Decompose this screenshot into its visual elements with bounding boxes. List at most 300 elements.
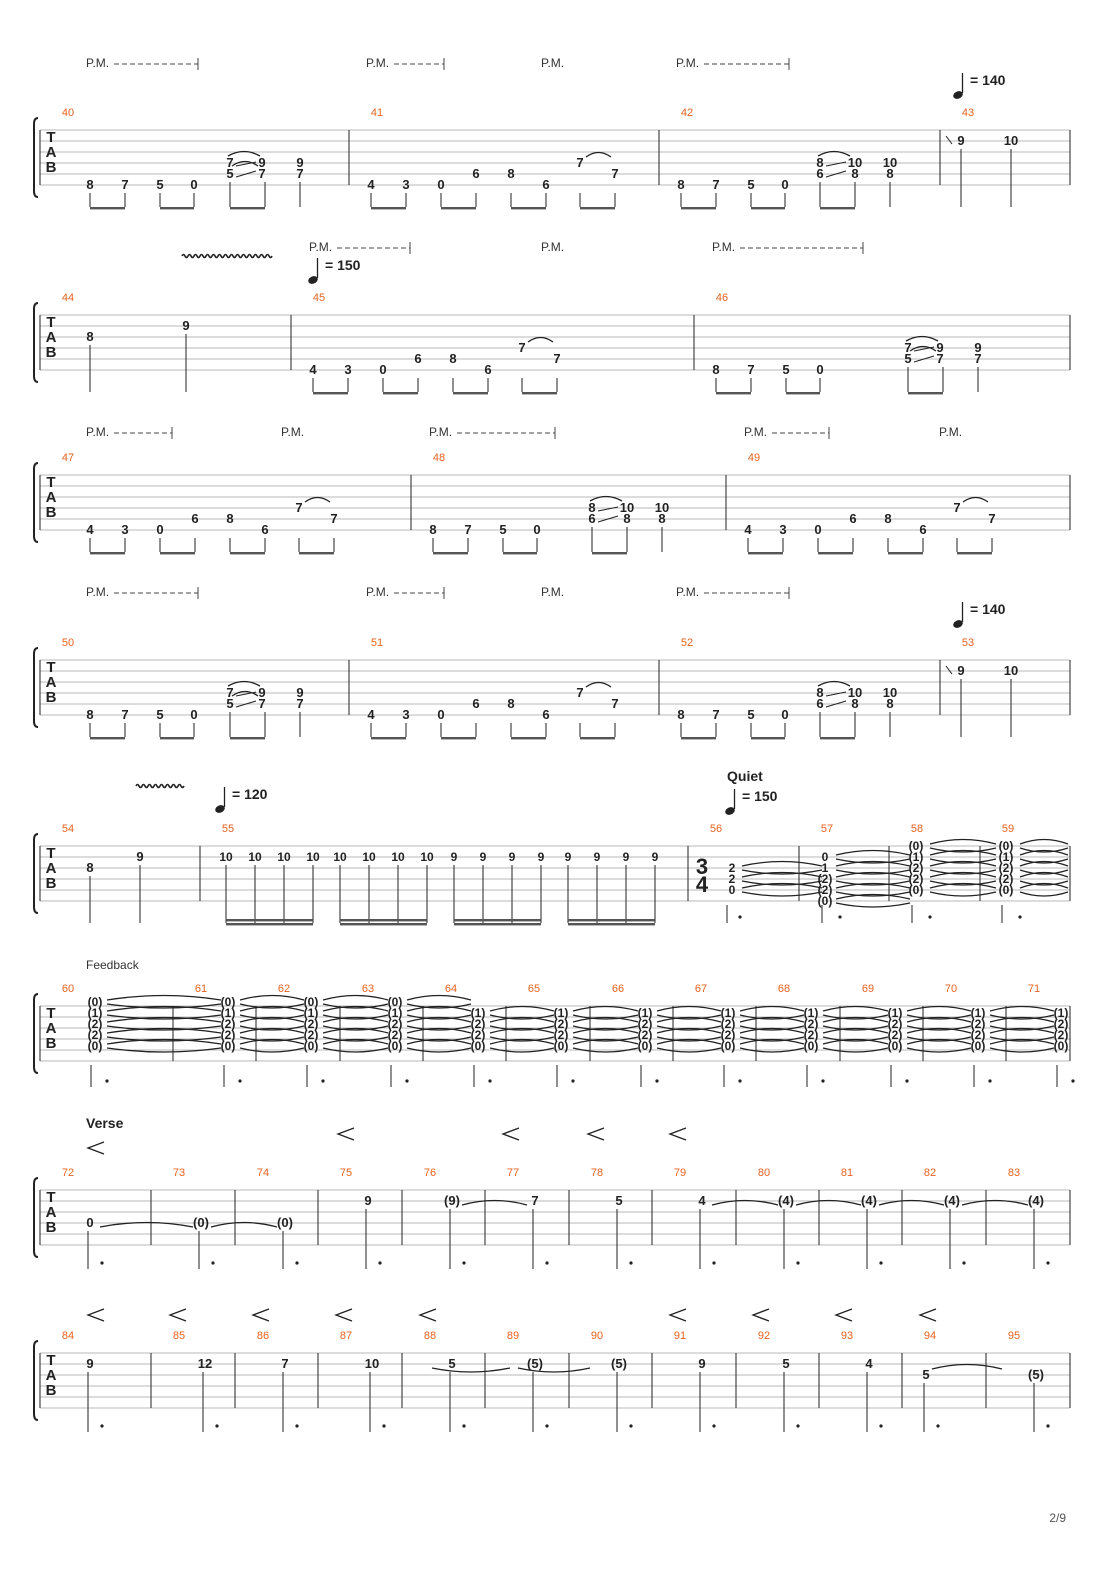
tab-clef-letter: A <box>45 489 57 506</box>
dotted-rhythm <box>488 1079 491 1082</box>
fret-number: 3 <box>779 522 787 537</box>
palm-mute-label: P.M. <box>86 56 110 70</box>
fret-number: (2) <box>970 1028 986 1042</box>
fret-number: 5 <box>615 1193 623 1208</box>
dotted-rhythm <box>988 1079 991 1082</box>
tie-arc <box>305 498 330 503</box>
tie-arc <box>586 683 611 688</box>
measure-number: 92 <box>757 1330 771 1342</box>
fret-number: (0) <box>193 1215 209 1230</box>
dotted-rhythm <box>796 1261 799 1264</box>
crescendo-hairpin <box>920 1309 936 1321</box>
fret-number: 10 <box>1003 663 1019 678</box>
tempo-marking: = 120 <box>232 786 268 802</box>
fret-number: (1) <box>637 1006 653 1020</box>
fret-number: (2) <box>1053 1017 1069 1031</box>
tie-arc <box>836 873 910 878</box>
fret-number: 4 <box>86 522 94 537</box>
measure-number: 61 <box>194 983 208 995</box>
fret-number: 4 <box>744 522 752 537</box>
fret-number: 7 <box>936 351 944 366</box>
fret-number: 6 <box>472 696 480 711</box>
tab-clef-letter: A <box>45 1020 57 1037</box>
fret-number: 9 <box>258 155 266 170</box>
fret-number: 7 <box>611 166 619 181</box>
fret-number: 0 <box>379 362 387 377</box>
beam <box>580 737 615 739</box>
fret-number: 4 <box>367 177 375 192</box>
fret-number: 5 <box>782 1356 790 1371</box>
fret-number: 0 <box>781 177 789 192</box>
dotted-rhythm <box>821 1079 824 1082</box>
dotted-rhythm <box>629 1424 632 1427</box>
fret-number: (4) <box>1028 1193 1044 1208</box>
fret-number: 9 <box>258 685 266 700</box>
measure-number: 59 <box>1001 823 1015 835</box>
tie-arc <box>907 1040 971 1045</box>
beam <box>226 923 313 925</box>
beam <box>592 552 627 554</box>
fret-number: 9 <box>651 850 659 864</box>
measure-number: 71 <box>1027 983 1041 995</box>
dotted-rhythm <box>1071 1079 1074 1082</box>
fret-number: 8 <box>677 177 685 192</box>
fret-number: 0 <box>781 707 789 722</box>
fret-number: (2) <box>970 1017 986 1031</box>
fret-number: (2) <box>553 1017 569 1031</box>
beam <box>90 552 125 554</box>
dotted-rhythm <box>571 1079 574 1082</box>
dotted-rhythm <box>879 1424 882 1427</box>
beam <box>454 923 541 925</box>
tie-arc <box>1020 851 1068 856</box>
fret-number: (1) <box>998 850 1014 864</box>
fret-number: 0 <box>821 850 829 864</box>
fret-number: (0) <box>387 1039 403 1053</box>
fret-number: (2) <box>908 872 924 886</box>
fret-number: (2) <box>637 1028 653 1042</box>
measure-number: 47 <box>61 452 75 464</box>
measure-number: 86 <box>256 1330 270 1342</box>
fret-number: 3 <box>402 707 410 722</box>
fret-number: 7 <box>295 500 303 515</box>
fret-number: (0) <box>220 995 236 1009</box>
measure-number: 94 <box>923 1330 937 1342</box>
fret-number: 6 <box>919 522 927 537</box>
fret-number: (0) <box>387 995 403 1009</box>
fret-number: 5 <box>747 707 755 722</box>
tie-arc <box>107 996 221 1001</box>
dotted-rhythm <box>796 1424 799 1427</box>
fret-number: (2) <box>303 1017 319 1031</box>
fret-number: 8 <box>851 166 859 181</box>
fret-number: (2) <box>998 872 1014 886</box>
fret-number: (1) <box>553 1006 569 1020</box>
crescendo-hairpin <box>253 1309 269 1321</box>
measure-number: 78 <box>590 1167 604 1179</box>
fret-number: 7 <box>611 696 619 711</box>
fret-number: 10 <box>420 850 434 864</box>
beam <box>90 207 125 209</box>
vibrato-mark <box>136 785 184 788</box>
fret-number: 2 <box>728 861 736 875</box>
tie-arc <box>490 1029 554 1034</box>
fret-number: (0) <box>1053 1039 1069 1053</box>
measure-number: 41 <box>370 107 384 119</box>
tab-clef-letter: B <box>45 1382 57 1399</box>
tie-arc <box>930 884 996 889</box>
fret-number: 10 <box>882 155 898 170</box>
tie-arc <box>990 1040 1054 1045</box>
fret-number: 4 <box>698 1193 706 1208</box>
palm-mute-label: P.M. <box>429 425 453 439</box>
tie-arc <box>990 1029 1054 1034</box>
tie-arc <box>742 884 822 889</box>
fret-number: (2) <box>803 1017 819 1031</box>
tie-arc <box>407 1040 471 1045</box>
tab-clef-letter: T <box>46 314 56 331</box>
tie-arc <box>657 1007 721 1012</box>
tie-arc <box>657 1018 721 1023</box>
fret-number: 5 <box>904 351 912 366</box>
fret-number: (2) <box>720 1017 736 1031</box>
fret-number: 8 <box>86 177 94 192</box>
fret-number: 10 <box>847 155 863 170</box>
fret-number: (2) <box>637 1017 653 1031</box>
fret-number: 8 <box>677 707 685 722</box>
crescendo-hairpin <box>753 1309 769 1321</box>
fret-number: 8 <box>86 329 94 344</box>
tab-clef-letter: A <box>45 329 57 346</box>
fret-number: 8 <box>623 511 631 526</box>
fret-number: 10 <box>333 850 347 864</box>
fret-number: 9 <box>182 318 190 333</box>
crescendo-hairpin <box>670 1309 686 1321</box>
measure-number: 95 <box>1007 1330 1021 1342</box>
crescendo-hairpin <box>420 1309 436 1321</box>
fret-number: 7 <box>258 696 266 711</box>
fret-number: 8 <box>226 511 234 526</box>
measure-number: 70 <box>944 983 958 995</box>
fret-number: 6 <box>849 511 857 526</box>
measure-number: 62 <box>277 983 291 995</box>
tie-arc <box>930 862 996 867</box>
fret-number: (2) <box>803 1028 819 1042</box>
fret-number: 5 <box>226 696 234 711</box>
fret-number: (1) <box>220 1006 236 1020</box>
tie-arc <box>107 1040 221 1045</box>
slide-line <box>946 136 952 144</box>
system-bracket <box>34 834 38 913</box>
palm-mute-label: P.M. <box>541 585 565 599</box>
palm-mute-label: P.M. <box>744 425 768 439</box>
beam <box>820 737 855 739</box>
fret-number: 7 <box>121 177 129 192</box>
fret-number: 6 <box>484 362 492 377</box>
dotted-rhythm <box>295 1424 298 1427</box>
fret-number: (0) <box>970 1039 986 1053</box>
tab-clef-letter: A <box>45 860 57 877</box>
fret-number: 8 <box>449 351 457 366</box>
beam <box>522 392 557 394</box>
fret-number: 7 <box>464 522 472 537</box>
fret-number: (0) <box>998 883 1014 897</box>
palm-mute-label: P.M. <box>366 585 390 599</box>
fret-number: 6 <box>261 522 269 537</box>
crescendo-hairpin <box>836 1309 852 1321</box>
tie-arc <box>323 1018 388 1023</box>
tie-arc <box>990 1018 1054 1023</box>
fret-number: 10 <box>306 850 320 864</box>
measure-number: 73 <box>172 1167 186 1179</box>
tab-clef-letter: A <box>45 674 57 691</box>
fret-number: 5 <box>499 522 507 537</box>
beam <box>371 737 406 739</box>
time-signature-denominator: 4 <box>695 872 709 897</box>
fret-number: (0) <box>277 1215 293 1230</box>
fret-number: 0 <box>190 707 198 722</box>
fret-number: 2 <box>728 872 736 886</box>
fret-number: 7 <box>296 696 304 711</box>
measure-number: 90 <box>590 1330 604 1342</box>
tie-arc <box>323 1007 388 1012</box>
time-signature-numerator: 3 <box>695 854 709 879</box>
beam <box>820 207 855 209</box>
beam <box>818 552 853 554</box>
fret-number: 8 <box>886 166 894 181</box>
dotted-rhythm <box>712 1261 715 1264</box>
fret-number: 8 <box>86 860 94 875</box>
tie-arc <box>742 892 822 896</box>
fret-number: 9 <box>450 850 458 864</box>
tie-arc <box>907 1029 971 1034</box>
fret-number: 0 <box>533 522 541 537</box>
fret-number: 0 <box>437 177 445 192</box>
fret-number: (2) <box>1053 1028 1069 1042</box>
beam <box>681 737 716 739</box>
fret-number: (0) <box>803 1039 819 1053</box>
beam <box>511 207 546 209</box>
palm-mute-label: P.M. <box>86 425 110 439</box>
beam <box>751 737 785 739</box>
tab-clef-letter: B <box>45 1035 57 1052</box>
dotted-rhythm <box>462 1261 465 1264</box>
measure-number: 53 <box>961 637 975 649</box>
tie-arc <box>740 1007 804 1012</box>
tab-clef-letter: A <box>45 1367 57 1384</box>
fret-number: 7 <box>553 351 561 366</box>
tie-arc <box>932 1365 1002 1370</box>
system-bracket <box>34 463 38 542</box>
dotted-rhythm <box>105 1079 108 1082</box>
measure-number: 77 <box>506 1167 520 1179</box>
tie-arc <box>107 1007 221 1012</box>
fret-number: 9 <box>564 850 572 864</box>
fret-number: 9 <box>508 850 516 864</box>
dotted-rhythm <box>295 1261 298 1264</box>
tab-clef-letter: T <box>46 129 56 146</box>
fret-number: 7 <box>576 155 584 170</box>
palm-mute-label: P.M. <box>281 425 305 439</box>
dotted-rhythm <box>1046 1261 1049 1264</box>
tab-clef-letter: B <box>45 1219 57 1236</box>
fret-number: 10 <box>882 685 898 700</box>
tie-arc <box>240 1029 304 1034</box>
fret-number: 5 <box>226 166 234 181</box>
fret-number: 9 <box>86 1356 94 1371</box>
fret-number: (0) <box>470 1039 486 1053</box>
fret-number: (0) <box>553 1039 569 1053</box>
measure-number: 91 <box>673 1330 687 1342</box>
beam <box>503 552 537 554</box>
tie-arc <box>907 1018 971 1023</box>
fret-number: 3 <box>402 177 410 192</box>
tie-arc <box>528 338 553 343</box>
tie-arc <box>323 996 388 1001</box>
fret-number: 8 <box>507 166 515 181</box>
tie-arc <box>490 1007 554 1012</box>
fret-number: 6 <box>816 696 824 711</box>
beam <box>511 737 546 739</box>
measure-number: 83 <box>1007 1167 1021 1179</box>
beam <box>383 392 418 394</box>
tie-arc <box>573 1029 638 1034</box>
fret-number: 6 <box>542 707 550 722</box>
tie-arc <box>573 1007 638 1012</box>
measure-number: 79 <box>673 1167 687 1179</box>
fret-number: 3 <box>121 522 129 537</box>
tempo-marking: = 140 <box>970 601 1006 617</box>
fret-number: 8 <box>816 155 824 170</box>
fret-number: 8 <box>884 511 892 526</box>
fret-number: (2) <box>387 1028 403 1042</box>
measure-number: 80 <box>757 1167 771 1179</box>
dotted-rhythm <box>838 915 841 918</box>
fret-number: (2) <box>908 861 924 875</box>
tie-arc <box>740 1029 804 1034</box>
measure-number: 43 <box>961 107 975 119</box>
dotted-rhythm <box>928 915 931 918</box>
beam <box>90 737 125 739</box>
fret-number: 9 <box>974 340 982 355</box>
fret-number: 1 <box>821 861 829 875</box>
beam <box>888 552 923 554</box>
tie-arc <box>740 1018 804 1023</box>
tie-arc <box>1020 862 1068 867</box>
fret-number: (1) <box>87 1006 103 1020</box>
palm-mute-label: P.M. <box>676 56 700 70</box>
tab-clef-letter: T <box>46 1005 56 1022</box>
tie-arc <box>407 1029 471 1034</box>
fret-number: (0) <box>908 883 924 897</box>
fret-number: (1) <box>970 1006 986 1020</box>
fret-number: 12 <box>197 1356 213 1371</box>
fret-number: 0 <box>814 522 822 537</box>
fret-number: (2) <box>998 861 1014 875</box>
beam <box>568 923 655 925</box>
fret-number: 4 <box>309 362 317 377</box>
tab-clef-letter: T <box>46 845 56 862</box>
fret-number: (5) <box>1028 1367 1044 1382</box>
palm-mute-label: P.M. <box>939 425 963 439</box>
tab-clef-letter: T <box>46 1189 56 1206</box>
beam <box>681 207 716 209</box>
fret-number: 7 <box>747 362 755 377</box>
dotted-rhythm <box>462 1424 465 1427</box>
fret-number: 3 <box>344 362 352 377</box>
beam <box>441 207 476 209</box>
fret-number: 0 <box>437 707 445 722</box>
dotted-rhythm <box>100 1261 103 1264</box>
measure-number: 81 <box>840 1167 854 1179</box>
beam <box>957 552 992 554</box>
tie-arc <box>240 1018 304 1023</box>
fret-number: 10 <box>277 850 291 864</box>
system-bracket <box>34 118 38 197</box>
measure-number: 48 <box>432 452 446 464</box>
tie-arc <box>657 1040 721 1045</box>
measure-number: 58 <box>910 823 924 835</box>
beam <box>230 737 265 739</box>
measure-number: 65 <box>527 983 541 995</box>
measure-number: 52 <box>680 637 694 649</box>
fret-number: 7 <box>988 511 996 526</box>
fret-number: 7 <box>518 340 526 355</box>
fret-number: 5 <box>448 1356 456 1371</box>
fret-number: 5 <box>156 707 164 722</box>
fret-number: (2) <box>387 1017 403 1031</box>
beam <box>160 207 194 209</box>
tab-clef-letter: T <box>46 659 56 676</box>
fret-number: 9 <box>622 850 630 864</box>
fret-number: (0) <box>720 1039 736 1053</box>
fret-number: 7 <box>576 685 584 700</box>
dotted-rhythm <box>545 1424 548 1427</box>
fret-number: 10 <box>248 850 262 864</box>
dotted-rhythm <box>905 1079 908 1082</box>
tie-arc <box>990 1007 1054 1012</box>
dotted-rhythm <box>962 1261 965 1264</box>
crescendo-hairpin <box>670 1128 686 1140</box>
beam <box>299 552 334 554</box>
fret-number: 8 <box>588 500 596 515</box>
tie-arc <box>930 873 996 878</box>
fret-number: (2) <box>553 1028 569 1042</box>
fret-number: 9 <box>957 663 965 678</box>
system-bracket <box>34 1178 38 1257</box>
tie-arc <box>490 1040 554 1045</box>
tie-arc <box>836 884 910 889</box>
fret-number: (0) <box>887 1039 903 1053</box>
system-bracket <box>34 994 38 1073</box>
crescendo-hairpin <box>170 1309 186 1321</box>
tie-arc <box>1020 840 1068 845</box>
crescendo-hairpin <box>88 1142 104 1154</box>
crescendo-hairpin <box>88 1309 104 1321</box>
measure-number: 44 <box>61 292 75 304</box>
system-bracket <box>34 1341 38 1420</box>
beam <box>230 207 265 209</box>
measure-number: 50 <box>61 637 75 649</box>
fret-number: 10 <box>619 500 635 515</box>
fret-number: 7 <box>258 166 266 181</box>
fret-number: 10 <box>847 685 863 700</box>
tempo-marking: = 150 <box>325 257 361 273</box>
dotted-rhythm <box>100 1424 103 1427</box>
tie-arc <box>240 1007 304 1012</box>
tie-arc <box>1020 884 1068 889</box>
beam <box>751 207 785 209</box>
